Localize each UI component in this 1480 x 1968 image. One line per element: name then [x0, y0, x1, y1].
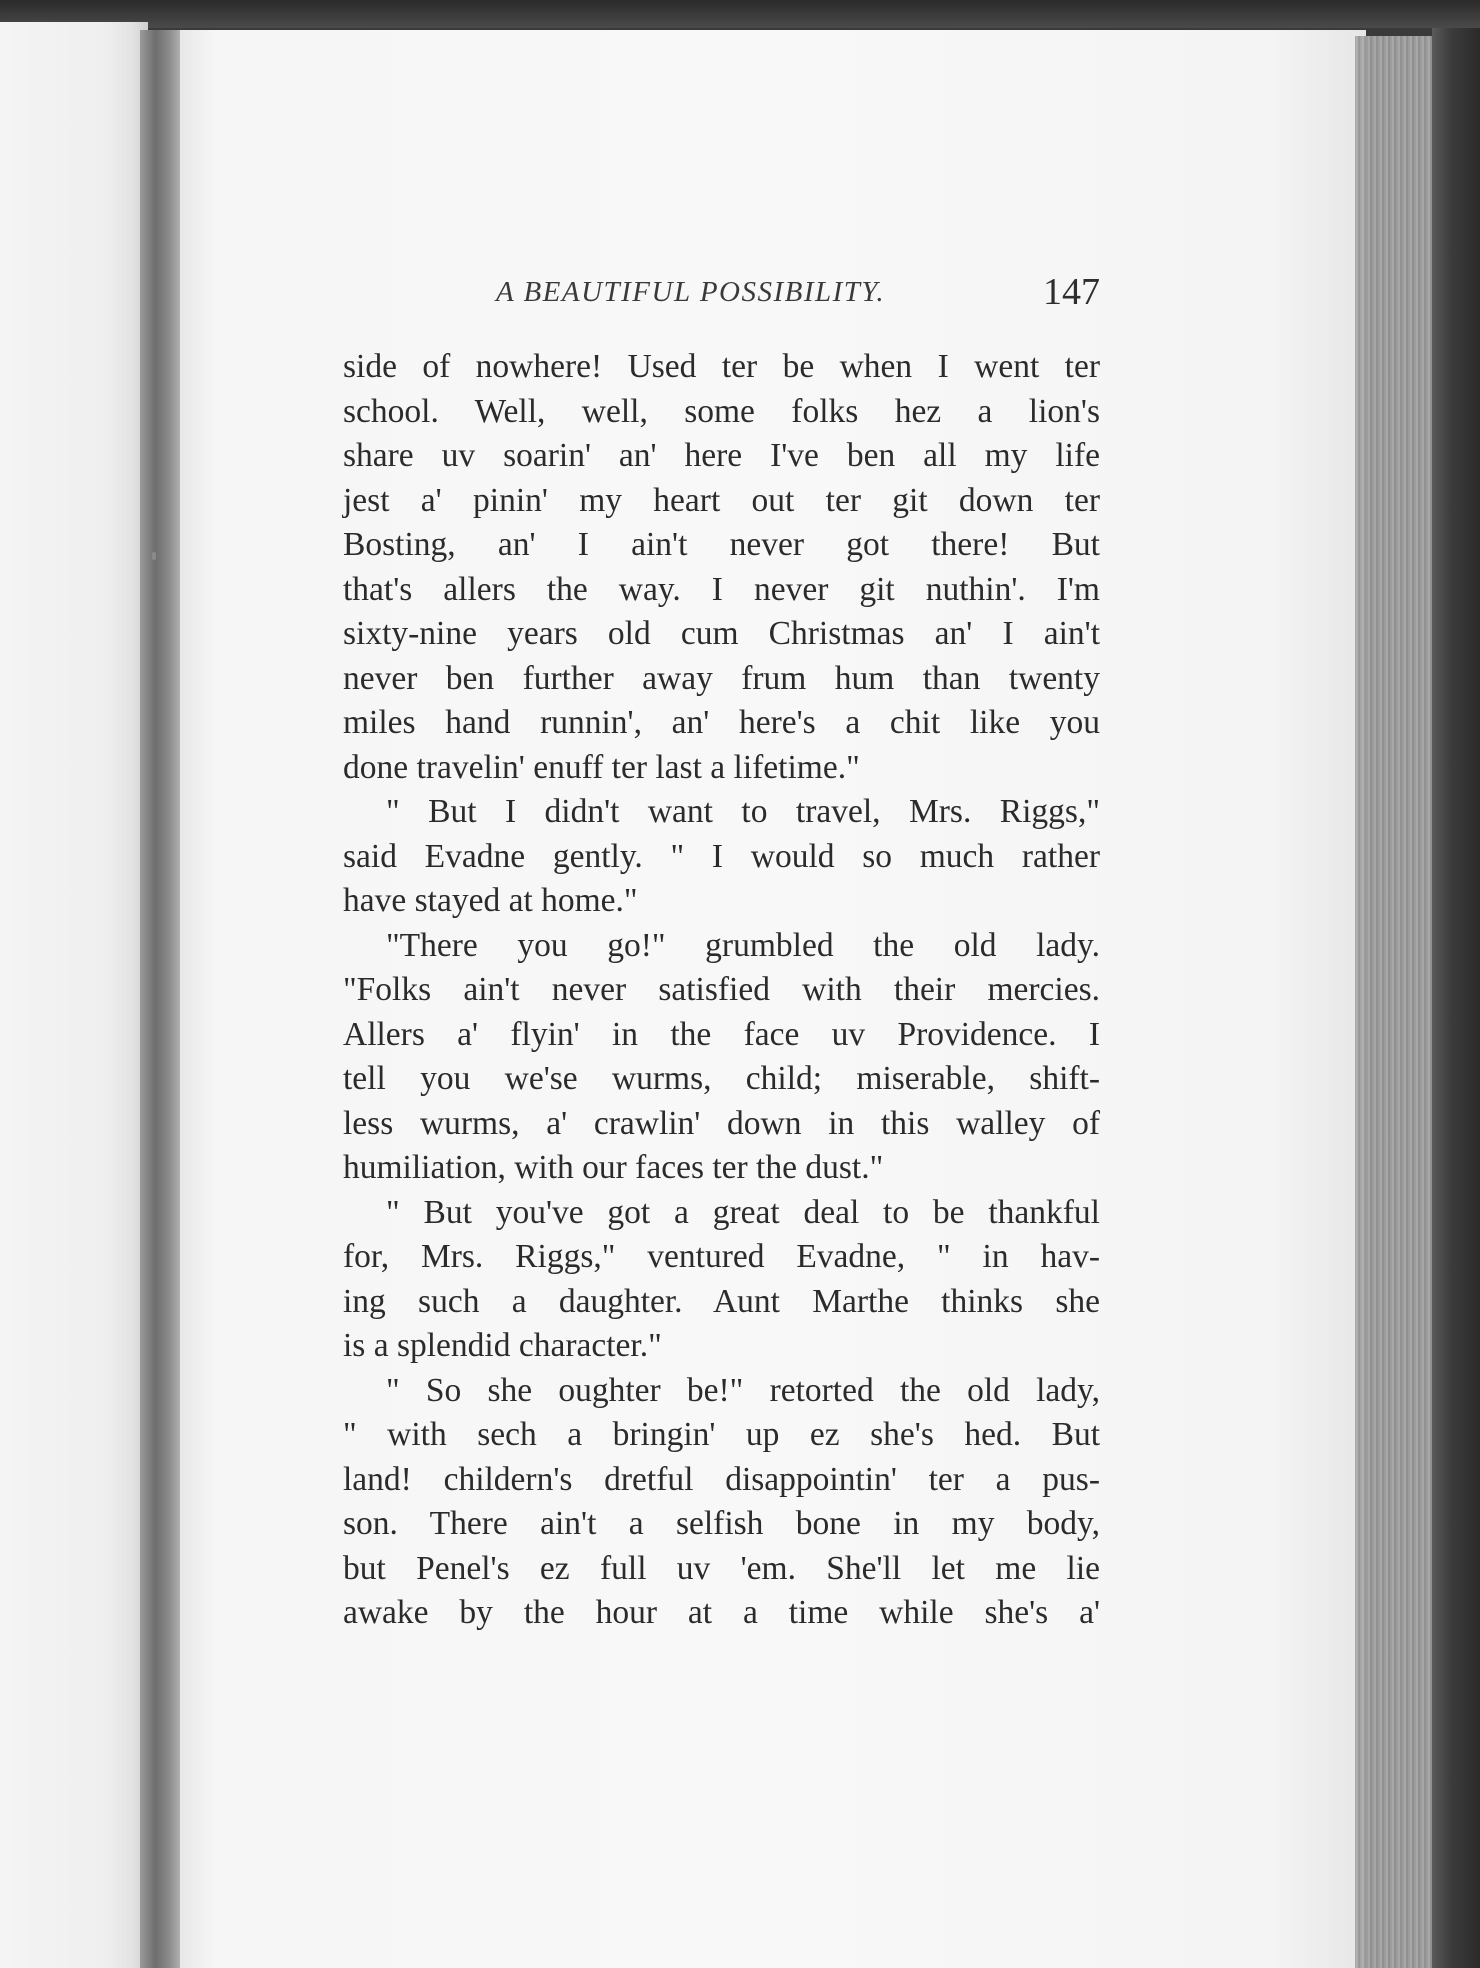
text-line: " with sech a bringin' up ez she's hed. But — [343, 1416, 1100, 1453]
text-line: have stayed at home." — [343, 882, 638, 919]
text-line: son. There ain't a selfish bone in my body, — [343, 1505, 1100, 1542]
text-line: land! childern's dretful disappointin' ter a pus- — [343, 1460, 1100, 1498]
text-line: done travelin' enuff ter last a lifetime." — [343, 748, 860, 786]
paper-speck — [152, 552, 156, 560]
scanner-border — [0, 0, 1480, 28]
text-line: sixty-nine years old cum Christmas an' I ain't — [343, 615, 1100, 652]
text-line: Bosting, an' I ain't never got there! But — [343, 526, 1100, 563]
text-line: side of nowhere! Used ter be when I went ter — [343, 348, 1100, 385]
body-text — [343, 345, 1100, 1636]
running-head-title: A BEAUTIFUL POSSIBILITY. — [496, 276, 886, 308]
text-line: miles hand runnin', an' here's a chit like you — [343, 704, 1100, 741]
text-line: " So she oughter be!" retorted the old lady, — [386, 1371, 1100, 1409]
text-line: Allers a' flyin' in the face uv Providence. I — [343, 1015, 1100, 1053]
text-line: "There you go!" grumbled the old lady. — [386, 926, 1100, 964]
text-line: jest a' pinin' my heart out ter git down ter — [343, 481, 1100, 519]
text-line: for, Mrs. Riggs," ventured Evadne, " in hav- — [343, 1238, 1100, 1275]
text-line: less wurms, a' crawlin' down in this walley of — [343, 1104, 1100, 1142]
text-line: humiliation, with our faces ter the dust." — [343, 1149, 884, 1186]
running-head — [496, 268, 1100, 318]
text-line: " But you've got a great deal to be thankful — [386, 1193, 1100, 1231]
page-stack-edge — [1355, 36, 1435, 1968]
book-gutter — [140, 30, 184, 1968]
text-line: said Evadne gently. " I would so much rather — [343, 837, 1100, 875]
text-line: "Folks ain't never satisfied with their mercies. — [343, 971, 1100, 1008]
text-line: awake by the hour at a time while she's a' — [343, 1594, 1100, 1631]
text-line: but Penel's ez full uv 'em. She'll let me lie — [343, 1549, 1100, 1587]
text-line: that's allers the way. I never git nuthin'. I'm — [343, 570, 1100, 608]
text-line: never ben further away frum hum than twenty — [343, 659, 1100, 697]
facing-page-edge — [0, 22, 148, 1968]
text-line: " But I didn't want to travel, Mrs. Riggs," — [386, 793, 1100, 830]
text-line: school. Well, well, some folks hez a lion's — [343, 392, 1100, 430]
text-line: is a splendid character." — [343, 1327, 662, 1364]
book-cover-edge — [1432, 28, 1480, 1968]
text-line: tell you we'se wurms, child; miserable, shift- — [343, 1060, 1100, 1097]
page-number: 147 — [1043, 271, 1100, 313]
text-line: share uv soarin' an' here I've ben all my life — [343, 437, 1100, 474]
text-line: ing such a daughter. Aunt Marthe thinks she — [343, 1282, 1100, 1320]
